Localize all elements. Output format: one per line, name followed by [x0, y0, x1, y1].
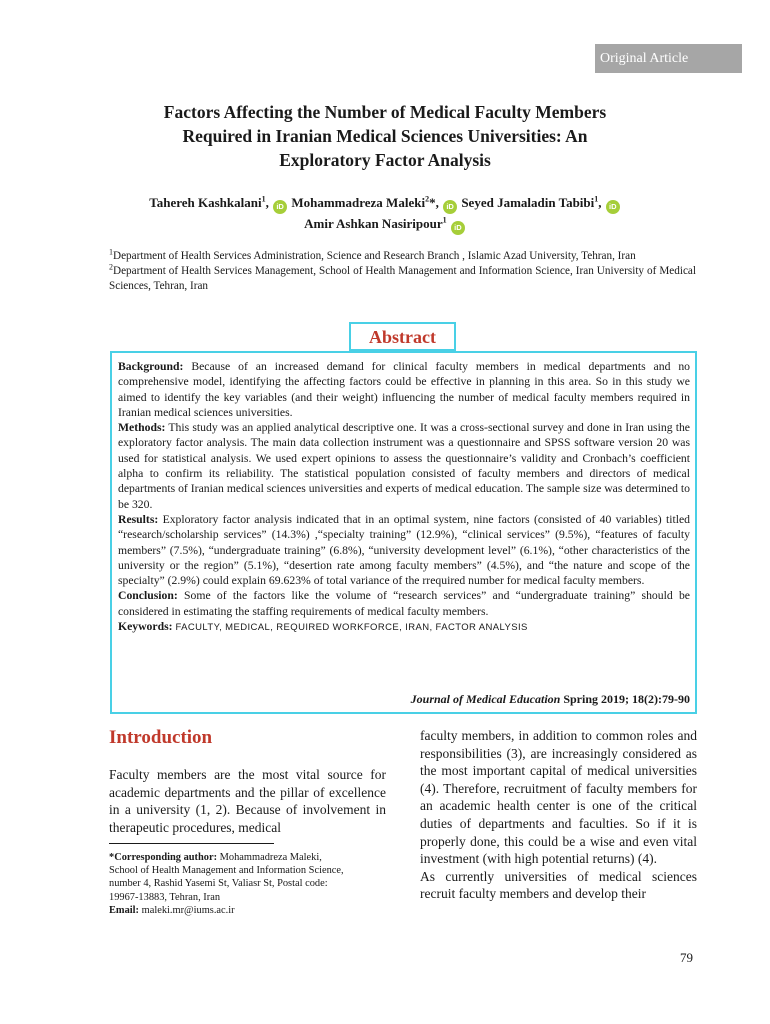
abstract-keywords: Keywords: FACULTY, MEDICAL, REQUIRED WORKFORCE, IRAN, FACTOR ANALYSIS [118, 620, 528, 634]
abstract-methods: Methods: This study was an applied analytical descriptive one. It was a cross-sectional survey and done in Iran using the exploratory factor analysis. The main data collection instrument was a questionnaire and SPSS software version 20 was used for statistical analysis. We used expert opinions to assess the questionnaire’s validity and Cronbach’s coefficient alpha to confirm its reliability. The statistical population consisted of faculty members and directors of medical departments of Iranian medical sciences universities and experts of medical education. The sample size was determined to be 320. [118, 421, 690, 511]
affiliation: $^1$Department of Health Services Administration, Science and Research Branch , Islamic Azad University, Tehran, Iran [109, 247, 636, 262]
orcid-icon[interactable]: iD [273, 200, 287, 214]
title-line: Exploratory Factor Analysis [279, 150, 491, 170]
title-line: Required in Iranian Medical Sciences Universities: An [182, 126, 588, 146]
abstract-conclusion: Conclusion: Some of the factors like the volume of “research services” and “undergraduate training” should be considered in estimating the staffing requirements of medical faculty members. [118, 589, 690, 618]
author-name: Tahereh Kashkalani [149, 195, 262, 210]
corresponding-author-footnote: *Corresponding author: Mohammadreza Maleki, School of Health Management and Information Science, number 4, Rashid Yasemi St, Valiasr St, Postal code: 19967-13883, Tehran, Iran Email: maleki.mr@iums.ac.ir [109, 852, 344, 916]
abstract-background: Background: Because of an increased demand for clinical faculty members in medical departments and no comprehensive model, identifying the affecting factors could be effective in planning in this area. So in this study we aimed to identify the key variables (and their weight) influencing the number of medical faculty members required in Iranian medical sciences universities. [118, 360, 691, 419]
corresponding-mark: * [429, 195, 436, 210]
orcid-icon[interactable]: iD [606, 200, 620, 214]
author-name: Mohammadreza Maleki [291, 195, 426, 210]
journal-citation: Journal of Medical Education Spring 2019; 18(2):79-90 [410, 691, 690, 706]
author-list [105, 193, 665, 235]
author-affiliation-mark: 2 [425, 194, 430, 204]
introduction-left-column: Faculty members are the most vital source for academic departments and the pillar of excellence in a university (1, 2). Because of involvement in therapeutic procedures, medical [109, 767, 386, 835]
abstract-box [110, 351, 697, 714]
article-title [105, 100, 665, 172]
orcid-icon[interactable]: iD [451, 221, 465, 235]
journal-name[interactable]: Journal of Medical Education [410, 691, 561, 706]
email-link[interactable]: maleki.mr@iums.ac.ir [141, 904, 235, 916]
footnote-divider [109, 843, 274, 844]
article-type-badge: Original Article [595, 44, 742, 73]
orcid-icon[interactable]: iD [443, 200, 457, 214]
introduction-heading: Introduction [109, 727, 213, 748]
author-affiliation-mark: 1 [442, 215, 447, 225]
abstract-heading: Abstract [349, 322, 456, 351]
page-number: 79 [680, 950, 693, 965]
author-affiliation-mark: 1 [261, 194, 266, 204]
author-line-1: Tahereh Kashkalani$^1$, iD Mohammadreza Maleki$^2$*, iD Seyed Jamaladin Tabibi$^1$, iD [105, 193, 665, 214]
affiliation: $^2$Department of Health Services Management, School of Health Management and Information Science, Iran University of Medical Sciences, Tehran, Iran [109, 262, 696, 292]
author-name: Amir Ashkan Nasiripour [304, 216, 443, 231]
abstract-results: Results: Exploratory factor analysis indicated that in an optimal system, nine factors (consisted of 40 variables) titled “research/scholarship services” (14.3%) ,“specialty training” (12.9%), “clinical services” (9.5%), “features of faculty members” (7.5%), “undergraduate training” (6.8%), “university development level” (6.1%), “other characteristics of the university or the region” (5.1%), “desertion rate among faculty members” (4.5%), and “the nature and scope of the specialty” (2.9%) could explain 69.623% of total variance of the rrequired number for medical faculty members. [118, 512, 691, 588]
author-name: Seyed Jamaladin Tabibi [461, 195, 595, 210]
author-line-2 [105, 214, 665, 235]
author-affiliation-mark: 1 [594, 194, 599, 204]
introduction-right-column: faculty members, in addition to common roles and responsibilities (3), are increasingly considered as the most important capital of medical universities (4). Therefore, recruitment of faculty members for an academic health center is one of the critical duties of departments and faculties. So if it is properly done, this could be a wise and even vital investment (with high potential returns) (4). As currently universities of medical sciences recruit faculty members and develop their [420, 728, 697, 902]
affiliations [109, 249, 696, 294]
title-line: Factors Affecting the Number of Medical Faculty Members [163, 102, 607, 122]
